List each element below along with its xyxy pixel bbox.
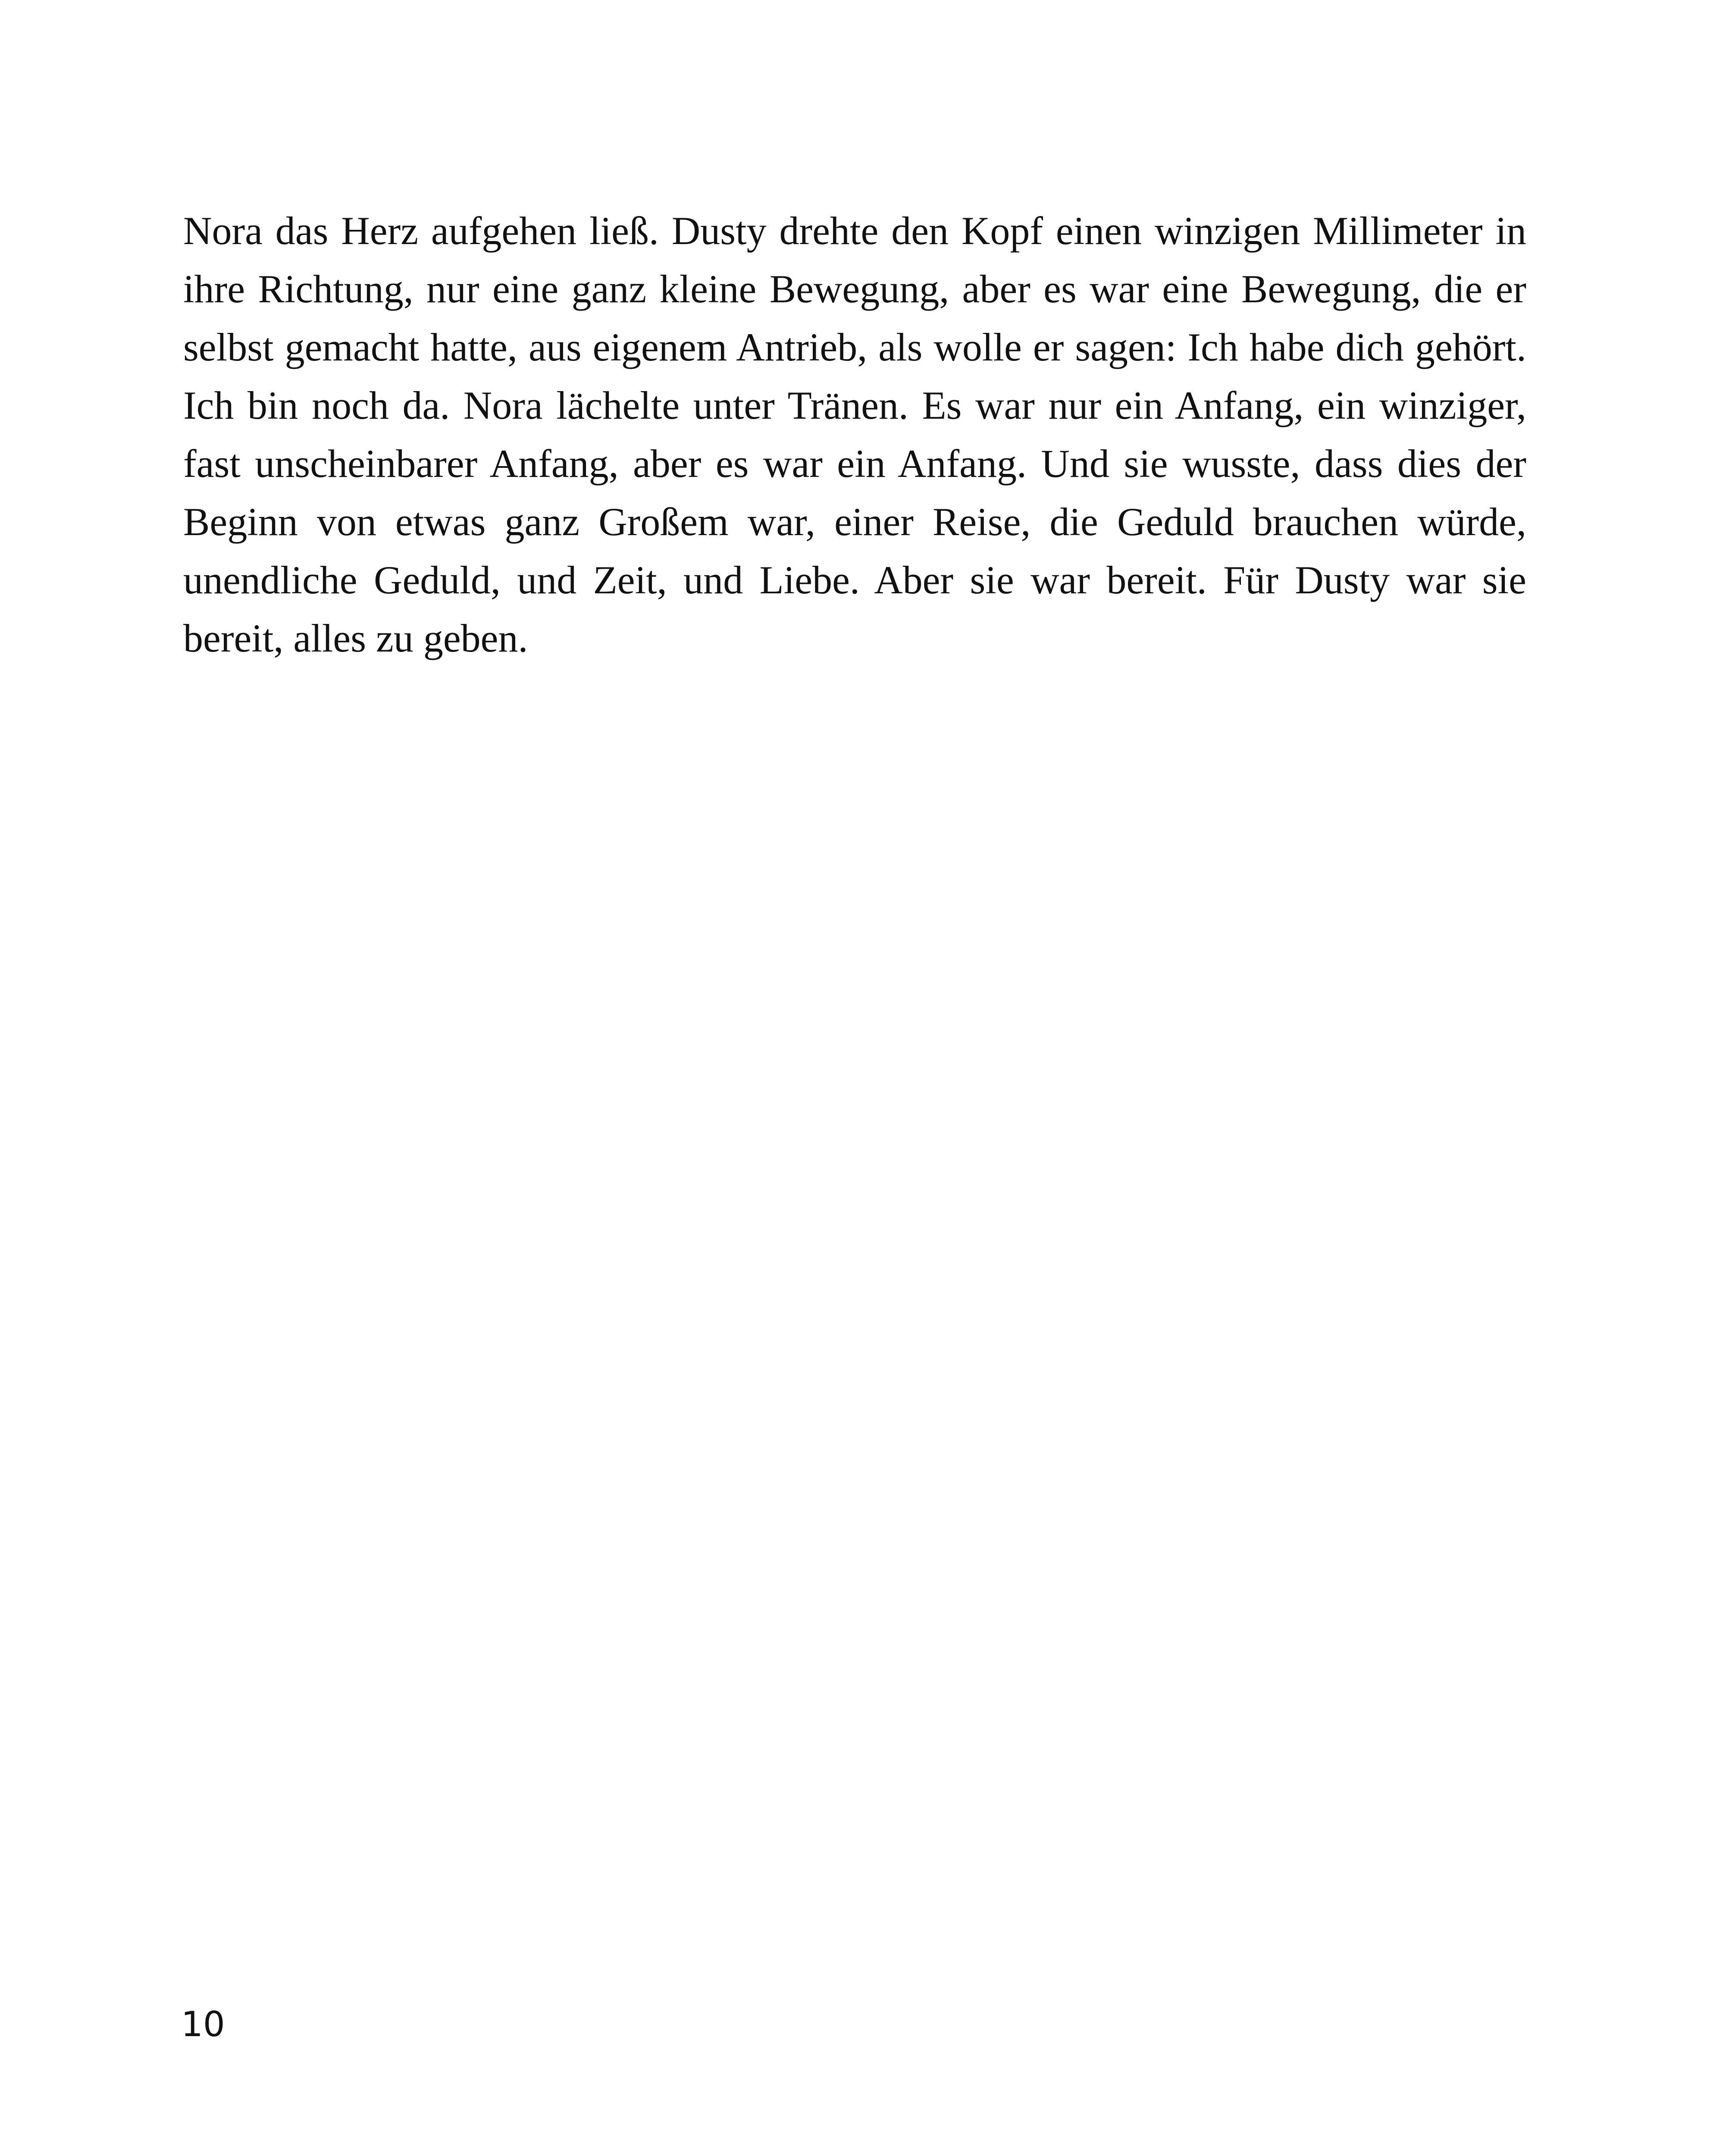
page-number: 10	[181, 2004, 225, 2044]
body-paragraph: Nora das Herz aufgehen ließ. Dusty drehte den Kopf einen winzigen Millimeter in ihre Richtung, nur eine ganz kleine Bewegung, aber es war eine Bewegung, die er selbst gemacht hatte, aus eigenem Antrieb, als wolle er sagen: Ich habe dich gehört. Ich bin noch da. Nora lächelte unter Tränen. Es war nur ein Anfang, ein winziger, fast unscheinbarer Anfang, aber es war ein Anfang. Und sie wusste, dass dies der Beginn von etwas ganz Großem war, einer Reise, die Geduld brauchen würde, unendliche Geduld, und Zeit, und Liebe. Aber sie war bereit. Für Dusty war sie bereit, alles zu geben.	[183, 209, 1526, 660]
